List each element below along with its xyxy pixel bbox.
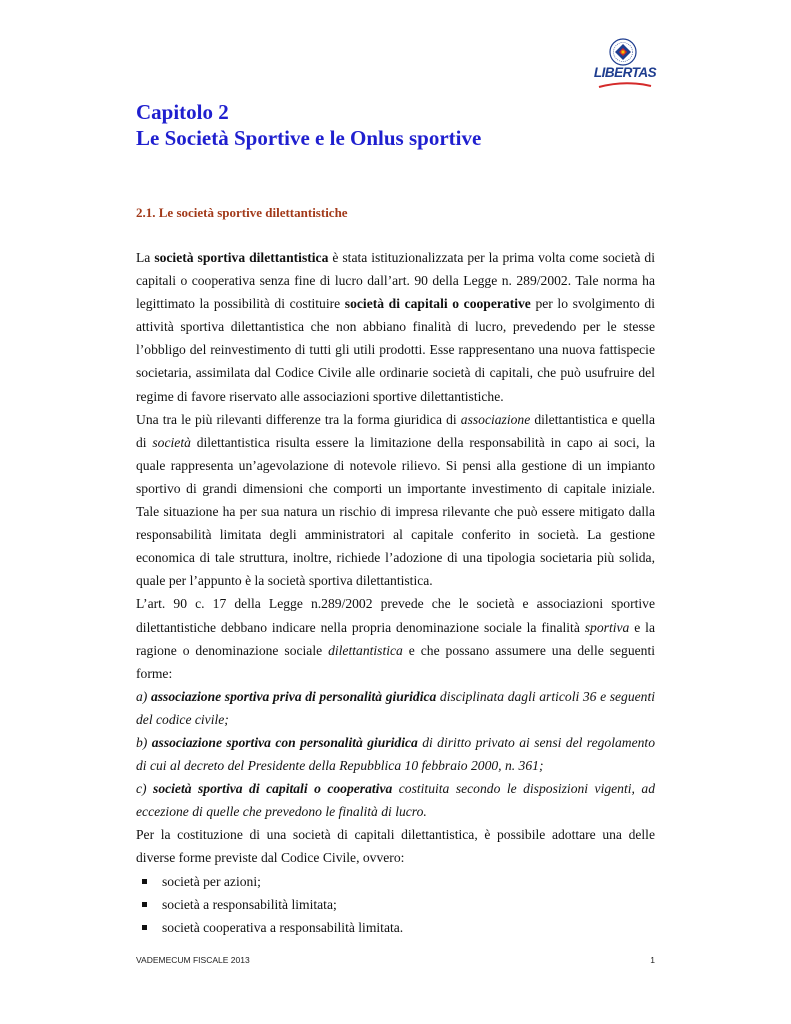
paragraph-2: Una tra le più rilevanti differenze tra la forma giuridica di associazione dilettantistica e quella di società dilettantistica risulta essere la limitazione della responsabilità in capo ai soci, la quale rappresenta un’agevolazione di notevole rilievo. Si pensi alla gestione di un impianto sportivo di grandi dimensioni che comporti un importante investimento di capitale iniziale. Tale situazione ha per sua natura un rischio di impresa rilevante che può essere mitigato dalla responsabilità limitata degli amministratori al capitale conferito in società. La gestione economica di tale struttura, inoltre, richiede l’adozione di una tipologia societaria più solida, quale per l’appunto è la società sportiva dilettantistica. (136, 411, 655, 589)
paragraph-3: L’art. 90 c. 17 della Legge n.289/2002 prevede che le società e associazioni sportive dilettantistiche debbano indicare nella propria denominazione sociale la finalità sportiva e la ragione o denominazione sociale dilettantistica e che possano assumere una delle seguenti forme: (136, 596, 655, 681)
list-item: società per azioni; (136, 870, 655, 893)
chapter-number: Capitolo 2 (136, 100, 229, 124)
body-text (136, 246, 655, 939)
form-option-b: b) associazione sportiva con personalità giuridica di diritto privato ai sensi del regolamento di cui al decreto del Presidente della Repubblica 10 febbraio 2000, n. 361; (136, 734, 656, 774)
libertas-logo (593, 38, 657, 94)
list-item: società cooperativa a responsabilità limitata. (136, 916, 655, 939)
chapter-heading (136, 99, 696, 151)
form-option-c: c) società sportiva di capitali o cooperativa costituita secondo le disposizioni vigenti, ad eccezione di quelle che prevedono le finalità di lucro. (136, 781, 655, 820)
footer-title: VADEMECUM FISCALE 2013 (136, 955, 250, 965)
section-title: 2.1. Le società sportive dilettantistiche (136, 205, 348, 220)
list-item: società a responsabilità limitata; (136, 893, 655, 916)
logo-swoosh-icon (597, 81, 653, 89)
form-option-a: a) associazione sportiva priva di personalità giuridica disciplinata dagli articoli 36 e seguenti del codice civile; (136, 688, 656, 727)
logo-wordmark: LIBERTAS (593, 65, 657, 80)
libertas-emblem-icon (609, 38, 637, 66)
chapter-title: Le Società Sportive e le Onlus sportive (136, 126, 482, 150)
paragraph-1: La società sportiva dilettantistica è stata istituzionalizzata per la prima volta come società di capitali o cooperativa senza fine di lucro dall’art. 90 della Legge n. 289/2002. Tale norma ha legittimato la possibilità di costituire società di capitali o cooperative per lo svolgimento di attività sportiva dilettantistica che non abbiano finalità di lucro, prevedendo per le stesse l’obbligo del reinvestimento di tutti gli utili prodotti. Esse rappresentano una nuova fattispecie societaria, assimilata dal Codice Civile alle ordinarie società di capitali, che può usufruire del regime di favore riservato alle associazioni sportive dilettantistiche. (136, 250, 656, 404)
page-footer (136, 955, 655, 965)
paragraph-4: Per la costituzione di una società di capitali dilettantistica, è possibile adottare una delle diverse forme previste dal Codice Civile, ovvero: (136, 827, 655, 866)
page-number: 1 (650, 955, 655, 965)
company-types-list (136, 870, 655, 939)
